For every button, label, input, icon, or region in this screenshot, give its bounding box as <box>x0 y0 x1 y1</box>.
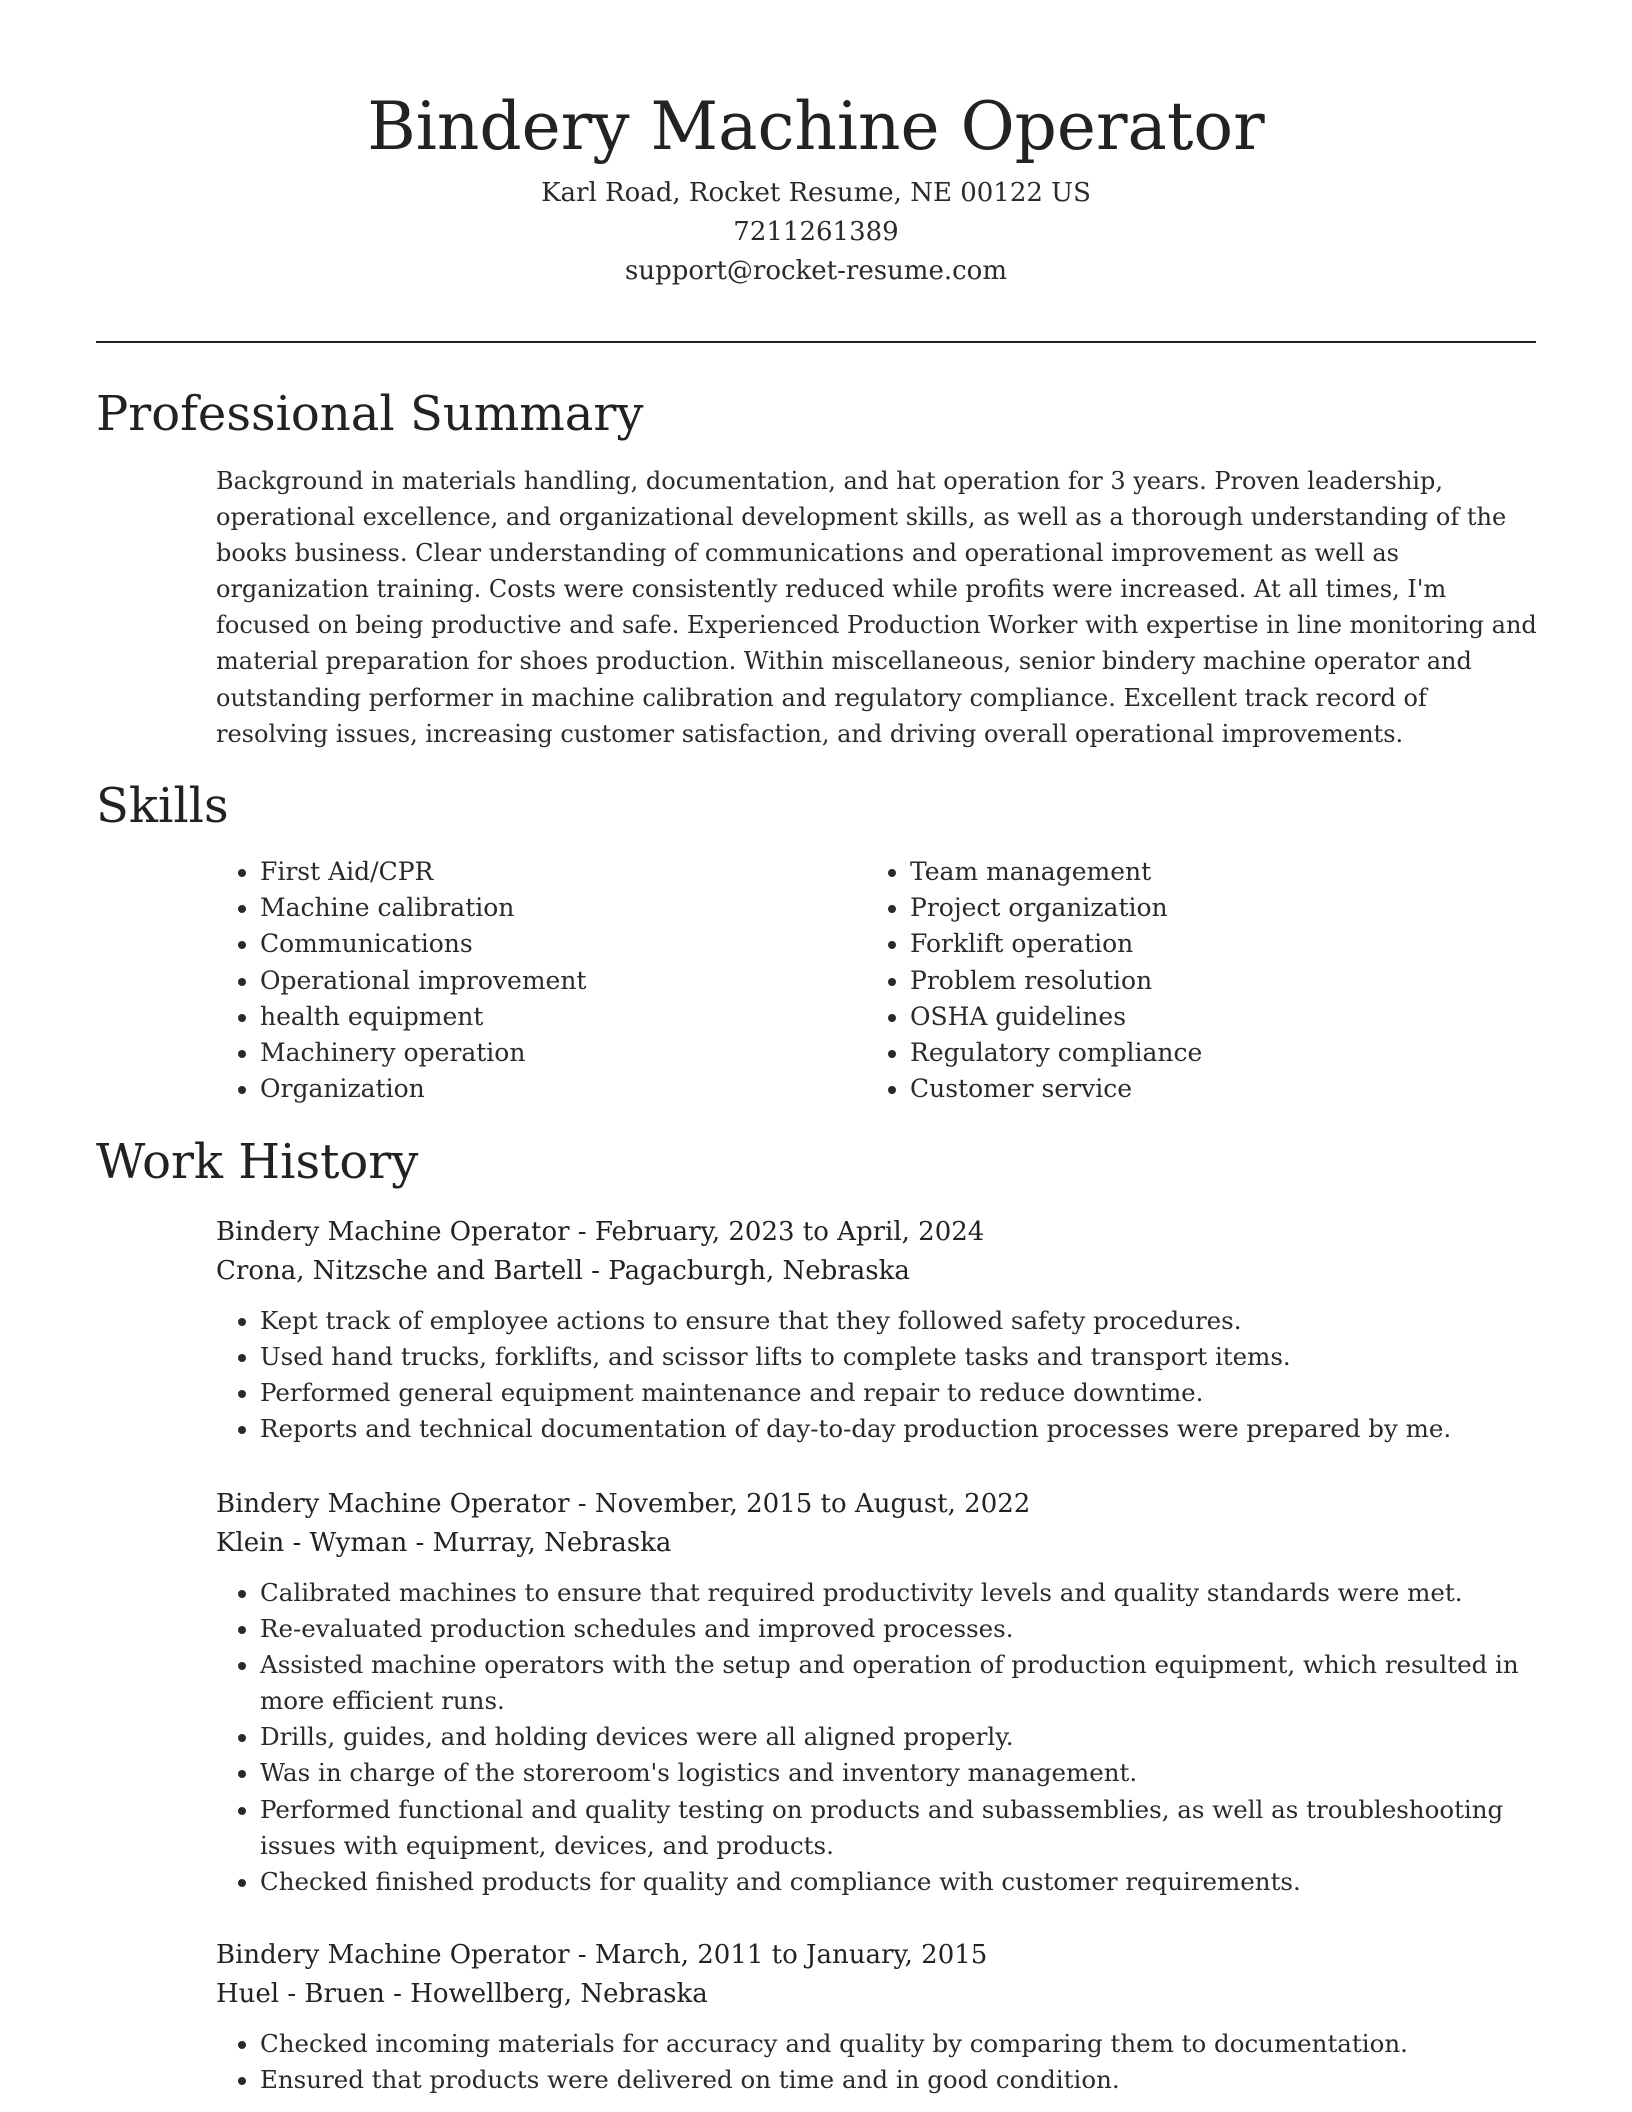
job-location: Howellberg, Nebraska <box>410 1979 708 2009</box>
skill-item: • Team management <box>910 854 1202 890</box>
job-bullet: • Re-evaluated production schedules and improved processes. <box>260 1611 1541 1647</box>
separator: - <box>407 1528 433 1558</box>
skill-item: • Machinery operation <box>260 1035 586 1071</box>
job-dates: November, 2015 to August, 2022 <box>594 1489 1031 1519</box>
skill-item: • Problem resolution <box>910 963 1202 999</box>
address: Karl Road, Rocket Resume, NE 00122 US <box>541 178 1091 208</box>
job-dates: March, 2011 to January, 2015 <box>594 1940 988 1970</box>
job-title: Bindery Machine Operator <box>216 1940 570 1970</box>
candidate-name: Bindery Machine Operator <box>367 88 1265 165</box>
skill-item: • Customer service <box>910 1071 1202 1107</box>
separator: - <box>384 1979 411 2009</box>
job-bullet: • Performed functional and quality testing on products and subassemblies, as well as troubleshooting issues with equipment, devices, and products. <box>260 1792 1541 1864</box>
job-location: Pagacburgh, Nebraska <box>608 1256 910 1286</box>
skill-item: • Machine calibration <box>260 890 586 926</box>
skill-item: • Communications <box>260 926 586 962</box>
job-bullet: • Was in charge of the storeroom's logistics and inventory management. <box>260 1755 1541 1791</box>
header-divider <box>96 341 1536 343</box>
job-company: Crona, Nitzsche and Bartell <box>216 1256 583 1286</box>
job-title: Bindery Machine Operator <box>216 1217 570 1247</box>
job-title-line <box>216 1935 1541 1975</box>
job-entry <box>216 1935 1541 2098</box>
job-bullet: • Checked incoming materials for accuracy and quality by comparing them to documentation. <box>260 2026 1541 2062</box>
job-bullet: • Ensured that products were delivered on time and in good condition. <box>260 2062 1541 2098</box>
job-company-line <box>216 1975 1541 2013</box>
skills-list-left <box>216 854 586 1107</box>
skill-item: • Operational improvement <box>260 963 586 999</box>
job-bullets <box>216 1303 1541 1447</box>
job-company: Huel - Bruen <box>216 1979 385 2009</box>
section-title-work-history: Work History <box>96 1134 419 1190</box>
job-bullets <box>216 2026 1541 2098</box>
section-title-summary: Professional Summary <box>96 386 644 442</box>
job-title-line <box>216 1484 1541 1524</box>
job-entry <box>216 1212 1541 1447</box>
job-title: Bindery Machine Operator <box>216 1489 570 1519</box>
summary-text: Background in materials handling, documentation, and hat operation for 3 years. Proven leadership, operational excellence, and organizational development skills, as well as a thorough understanding of the books business. Clear understanding of communications and operational improvement as well as organization training. Costs were consistently reduced while profits were increased. At all times, I'm focused on being productive and safe. Experienced Production Worker with expertise in line monitoring and material preparation for shoes production. Within miscellaneous, senior bindery machine operator and outstanding performer in machine calibration and regulatory compliance. Excellent track record of resolving issues, increasing customer satisfaction, and driving overall operational improvements. <box>216 467 1537 748</box>
job-bullet: • Checked finished products for quality and compliance with customer requirements. <box>260 1864 1541 1900</box>
job-company-line <box>216 1252 1541 1290</box>
skill-item: • health equipment <box>260 999 586 1035</box>
job-bullet: • Used hand trucks, forklifts, and scissor lifts to complete tasks and transport items. <box>260 1339 1541 1375</box>
skill-item: • Regulatory compliance <box>910 1035 1202 1071</box>
job-bullet: • Kept track of employee actions to ensure that they followed safety procedures. <box>260 1303 1541 1339</box>
job-bullet: • Drills, guides, and holding devices were all aligned properly. <box>260 1719 1541 1755</box>
resume-header <box>96 84 1536 291</box>
job-entry <box>216 1484 1541 1900</box>
section-title-skills: Skills <box>96 778 229 834</box>
job-dates: February, 2023 to April, 2024 <box>594 1217 985 1247</box>
job-company-line <box>216 1524 1541 1562</box>
separator: - <box>582 1256 609 1286</box>
skill-item: • Forklift operation <box>910 926 1202 962</box>
job-company: Klein - Wyman <box>216 1528 408 1558</box>
skill-item: • First Aid/CPR <box>260 854 586 890</box>
separator: - <box>569 1940 595 1970</box>
job-bullet: • Reports and technical documentation of day-to-day production processes were prepared by me. <box>260 1411 1541 1447</box>
skill-item: • OSHA guidelines <box>910 999 1202 1035</box>
job-bullet: • Performed general equipment maintenance and repair to reduce downtime. <box>260 1375 1541 1411</box>
skill-item: • Organization <box>260 1071 586 1107</box>
email: support@rocket-resume.com <box>624 256 1007 286</box>
separator: - <box>569 1489 595 1519</box>
separator: - <box>569 1217 595 1247</box>
job-bullet: • Calibrated machines to ensure that required productivity levels and quality standards were met. <box>260 1575 1541 1611</box>
phone: 7211261389 <box>733 217 899 247</box>
job-location: Murray, Nebraska <box>432 1528 672 1558</box>
job-title-line <box>216 1212 1541 1252</box>
skill-item: • Project organization <box>910 890 1202 926</box>
skills-list-right <box>866 854 1202 1107</box>
job-bullets <box>216 1575 1541 1900</box>
job-bullet: • Assisted machine operators with the setup and operation of production equipment, which resulted in more efficient runs. <box>260 1647 1541 1719</box>
